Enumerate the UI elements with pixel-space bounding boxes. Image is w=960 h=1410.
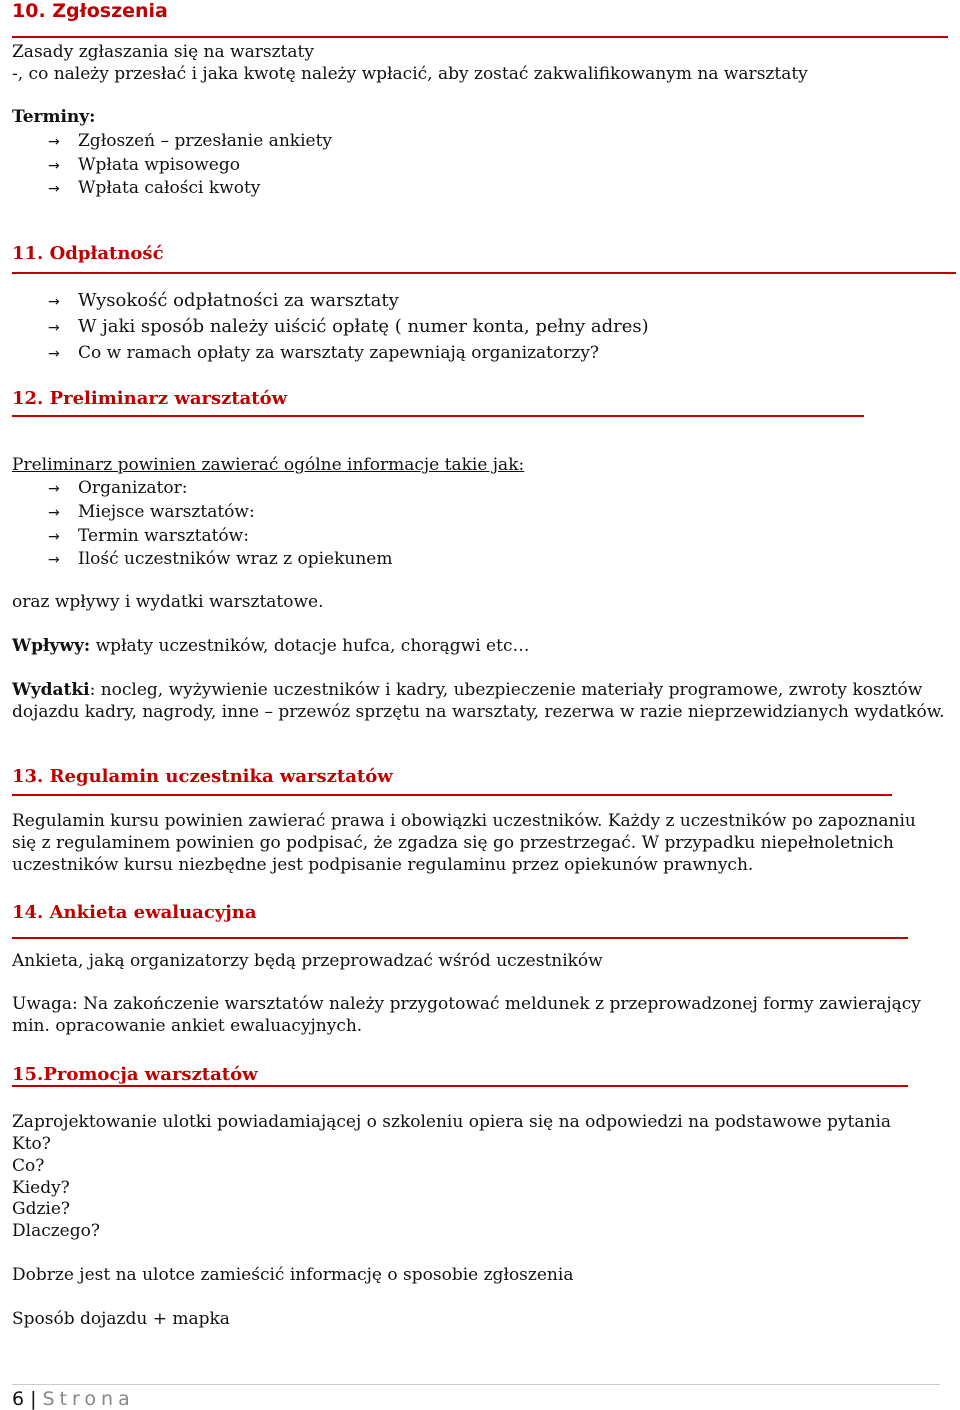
arrow-bullet-icon: → bbox=[48, 158, 60, 174]
s15-extra2: Sposób dojazdu + mapka bbox=[12, 1309, 230, 1329]
arrow-bullet-icon: → bbox=[48, 552, 60, 568]
arrow-bullet-icon: → bbox=[48, 320, 60, 336]
s15-line: Co? bbox=[12, 1156, 45, 1176]
s12-intro: Preliminarz powinien zawierać ogólne informacje takie jak: bbox=[12, 455, 525, 475]
list-item: → Termin warsztatów: bbox=[48, 526, 249, 546]
footer-separator: | bbox=[30, 1388, 37, 1410]
arrow-bullet-icon: → bbox=[48, 481, 60, 497]
list-item: → W jaki sposób należy uiścić opłatę ( numer konta, pełny adres) bbox=[48, 316, 649, 337]
arrow-bullet-icon: → bbox=[48, 294, 60, 310]
terminy-label: Terminy: bbox=[12, 107, 96, 127]
arrow-bullet-icon: → bbox=[48, 134, 60, 150]
s10-line1: Zasady zgłaszania się na warsztaty bbox=[12, 42, 314, 62]
s15-line: Kto? bbox=[12, 1134, 51, 1154]
arrow-bullet-icon: → bbox=[48, 529, 60, 545]
list-item: → Zgłoszeń – przesłanie ankiety bbox=[48, 131, 333, 151]
list-item: → Wpłata wpisowego bbox=[48, 155, 240, 175]
section-13-rule bbox=[12, 794, 892, 796]
s15-line: Gdzie? bbox=[12, 1199, 71, 1219]
section-14-rule bbox=[12, 937, 908, 939]
section-14-title: 14. Ankieta ewaluacyjna bbox=[12, 902, 257, 923]
list-item: → Organizator: bbox=[48, 478, 188, 498]
s15-line: Kiedy? bbox=[12, 1178, 70, 1198]
footer-divider bbox=[12, 1384, 940, 1385]
section-15-rule bbox=[12, 1085, 908, 1087]
s12-outro: oraz wpływy i wydatki warsztatowe. bbox=[12, 592, 324, 612]
s12-wplywy: Wpływy: wpłaty uczestników, dotacje hufca, chorągwi etc… bbox=[12, 636, 530, 656]
s13-line: się z regulaminem powinien go podpisać, że zgadza się go przestrzegać. W przypadku niepełnoletnich bbox=[12, 833, 894, 853]
s15-line: Zaprojektowanie ulotki powiadamiającej o szkoleniu opiera się na odpowiedzi na podstawowe pytania bbox=[12, 1112, 892, 1132]
section-10-rule bbox=[12, 36, 948, 38]
page-number: 6 bbox=[12, 1388, 25, 1410]
s13-line: uczestników kursu niezbędne jest podpisanie regulaminu przez opiekunów prawnych. bbox=[12, 855, 754, 875]
s10-line2: -, co należy przesłać i jaka kwotę należy wpłacić, aby zostać zakwalifikowanym na warsztaty bbox=[12, 64, 808, 84]
section-15-title: 15.Promocja warsztatów bbox=[12, 1064, 258, 1085]
page-footer bbox=[12, 1388, 135, 1410]
list-item: → Ilość uczestników wraz z opiekunem bbox=[48, 549, 393, 569]
list-item: → Co w ramach opłaty za warsztaty zapewniają organizatorzy? bbox=[48, 343, 600, 363]
s15-line: Dlaczego? bbox=[12, 1221, 100, 1241]
s14-line3: min. opracowanie ankiet ewaluacyjnych. bbox=[12, 1016, 363, 1036]
s15-extra1: Dobrze jest na ulotce zamieścić informację o sposobie zgłoszenia bbox=[12, 1265, 574, 1285]
section-13-title: 13. Regulamin uczestnika warsztatów bbox=[12, 766, 393, 787]
arrow-bullet-icon: → bbox=[48, 181, 60, 197]
arrow-bullet-icon: → bbox=[48, 505, 60, 521]
s12-wydatki-cont: dojazdu kadry, nagrody, inne – przewóz sprzętu na warsztaty, rezerwa w razie nieprzewidzianych wydatków. bbox=[12, 702, 945, 722]
s12-wydatki: Wydatki: nocleg, wyżywienie uczestników i kadry, ubezpieczenie materiały programowe, zwroty kosztów bbox=[12, 680, 923, 700]
list-item: → Wpłata całości kwoty bbox=[48, 178, 261, 198]
s13-line: Regulamin kursu powinien zawierać prawa i obowiązki uczestników. Każdy z uczestników po zapoznaniu bbox=[12, 811, 916, 831]
section-11-title: 11. Odpłatność bbox=[12, 243, 164, 264]
section-10-title: 10. Zgłoszenia bbox=[12, 0, 168, 22]
s14-line1: Ankieta, jaką organizatorzy będą przeprowadzać wśród uczestników bbox=[12, 951, 603, 971]
s14-line2: Uwaga: Na zakończenie warsztatów należy przygotować meldunek z przeprowadzonej formy zawierający bbox=[12, 994, 921, 1014]
section-12-title: 12. Preliminarz warsztatów bbox=[12, 388, 288, 409]
list-item: → Wysokość odpłatności za warsztaty bbox=[48, 290, 399, 311]
section-11-rule bbox=[12, 272, 956, 274]
list-item: → Miejsce warsztatów: bbox=[48, 502, 255, 522]
section-12-rule bbox=[12, 415, 864, 417]
footer-label: Strona bbox=[42, 1388, 135, 1410]
arrow-bullet-icon: → bbox=[48, 346, 60, 362]
